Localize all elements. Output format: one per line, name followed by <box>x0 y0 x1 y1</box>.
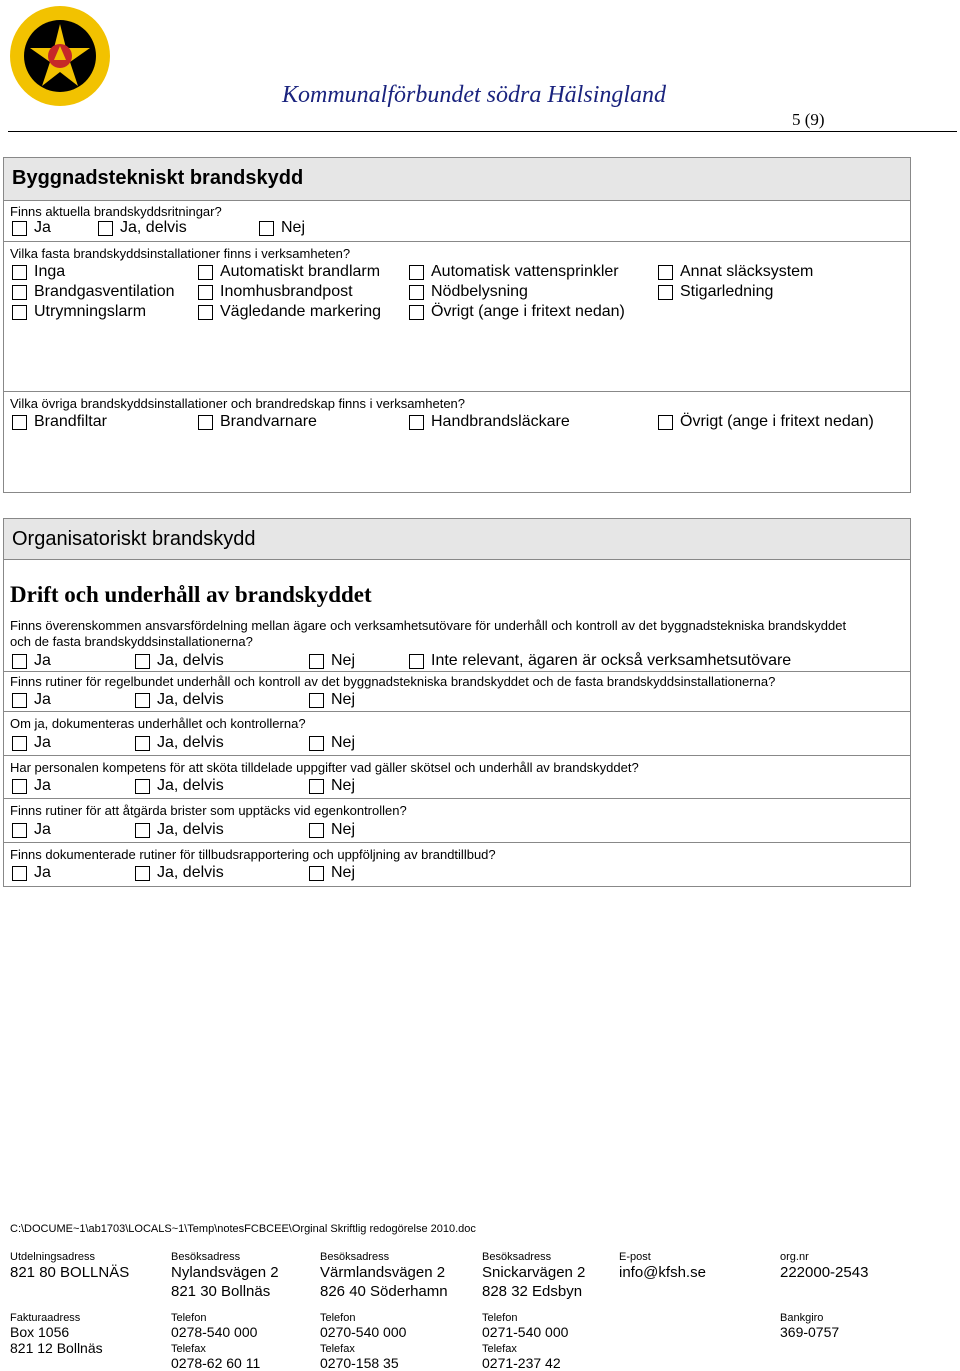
footer-label: Telefon <box>482 1312 518 1324</box>
checkbox-other[interactable]: Övrigt (ange i fritext nedan) <box>409 303 625 321</box>
footer-value: 0278-540 000 <box>171 1324 258 1340</box>
document-path: C:\DOCUME~1\ab1703\LOCALS~1\Temp\notesFCBCEE\Orginal Skriftlig redogörelse 2010.doc <box>10 1223 476 1235</box>
checkbox-nej[interactable]: Nej <box>309 821 355 839</box>
footer-value: Snickarvägen 2 <box>482 1264 586 1281</box>
checkbox-emergency-lighting[interactable]: Nödbelysning <box>409 283 528 301</box>
footer-label: E-post <box>619 1251 651 1263</box>
checkbox-guidance-marking[interactable]: Vägledande markering <box>198 303 381 321</box>
checkbox-ja-delvis[interactable]: Ja, delvis <box>135 821 224 839</box>
divider <box>3 391 911 392</box>
checkbox-sprinkler[interactable]: Automatisk vattensprinkler <box>409 263 619 281</box>
footer-email[interactable]: info@kfsh.se <box>619 1264 706 1281</box>
checkbox-other-extinguishing[interactable]: Annat släcksystem <box>658 263 813 281</box>
footer-value: 821 80 BOLLNÄS <box>10 1264 130 1281</box>
question-other-installations: Vilka övriga brandskyddsinstallationer och brandredskap finns i verksamheten? <box>10 396 466 411</box>
question-fire-drawings: Finns aktuella brandskyddsritningar? <box>10 204 222 219</box>
footer-value: 369-0757 <box>780 1324 840 1340</box>
checkbox-nej[interactable]: Nej <box>309 734 355 752</box>
divider <box>3 711 911 712</box>
footer-label: Telefax <box>171 1343 206 1355</box>
footer-label: Besöksadress <box>482 1251 552 1263</box>
subsection-heading: Drift och underhåll av brandskyddet <box>10 582 372 607</box>
divider <box>3 842 911 843</box>
question-fixed-installations: Vilka fasta brandskyddsinstallationer finns i verksamheten? <box>10 246 351 261</box>
checkbox-ja-delvis[interactable]: Ja, delvis <box>135 652 224 670</box>
checkbox-nej[interactable]: Nej <box>259 219 305 237</box>
footer-label: Besöksadress <box>320 1251 390 1263</box>
checkbox-ja[interactable]: Ja <box>12 821 51 839</box>
checkbox-ja-delvis[interactable]: Ja, delvis <box>98 219 187 237</box>
checkbox-box[interactable] <box>12 221 27 236</box>
footer-value: 821 30 Bollnäs <box>171 1283 271 1300</box>
checkbox-ja-delvis[interactable]: Ja, delvis <box>135 777 224 795</box>
footer-label: org.nr <box>780 1251 809 1263</box>
checkbox-box[interactable] <box>259 221 274 236</box>
checkbox-smoke-detectors[interactable]: Brandvarnare <box>198 413 317 431</box>
footer-value: 828 32 Edsbyn <box>482 1283 583 1300</box>
organization-name: Kommunalförbundet södra Hälsingland <box>282 82 667 108</box>
section-title: Organisatoriskt brandskydd <box>12 528 256 550</box>
footer-value: Värmlandsvägen 2 <box>320 1264 446 1281</box>
footer-value: 0271-237 42 <box>482 1355 561 1371</box>
page-number: 5 (9) <box>792 110 825 129</box>
footer-value: 222000-2543 <box>780 1264 869 1281</box>
checkbox-indoor-hydrant[interactable]: Inomhusbrandpost <box>198 283 353 301</box>
checkbox-nej[interactable]: Nej <box>309 652 355 670</box>
header-divider <box>8 131 957 132</box>
divider <box>3 798 911 799</box>
question-documented: Om ja, dokumenteras underhållet och kontrollerna? <box>10 716 306 731</box>
footer-label: Telefon <box>171 1312 207 1324</box>
checkbox-riser[interactable]: Stigarledning <box>658 283 773 301</box>
divider <box>3 755 911 756</box>
checkbox-inga[interactable]: Inga <box>12 263 65 281</box>
checkbox-nej[interactable]: Nej <box>309 691 355 709</box>
question-staff-competence: Har personalen kompetens för att sköta tilldelade uppgifter vad gäller skötsel och underhåll av brandskyddet? <box>10 760 639 775</box>
checkbox-ja[interactable]: Ja <box>12 864 51 882</box>
footer-value: Box 1056 <box>10 1324 70 1340</box>
footer-value: 0271-540 000 <box>482 1324 569 1340</box>
checkbox-other-equipment[interactable]: Övrigt (ange i fritext nedan) <box>658 413 874 431</box>
divider <box>3 241 911 242</box>
footer-value: 0270-158 35 <box>320 1355 399 1371</box>
checkbox-ja[interactable]: Ja <box>12 777 51 795</box>
checkbox-ja-delvis[interactable]: Ja, delvis <box>135 864 224 882</box>
footer-value: Nylandsvägen 2 <box>171 1264 279 1281</box>
checkbox-automatic-fire-alarm[interactable]: Automatiskt brandlarm <box>198 263 380 281</box>
checkbox-evacuation-alarm[interactable]: Utrymningslarm <box>12 303 146 321</box>
checkbox-smoke-ventilation[interactable]: Brandgasventilation <box>12 283 175 301</box>
checkbox-ja[interactable]: Ja <box>12 734 51 752</box>
checkbox-box[interactable] <box>98 221 113 236</box>
question-incident-reporting: Finns dokumenterade rutiner för tillbudsrapportering och uppföljning av brandtillbud? <box>10 847 496 862</box>
section-title: Byggnadstekniskt brandskydd <box>12 167 304 189</box>
checkbox-ja-delvis[interactable]: Ja, delvis <box>135 691 224 709</box>
question-responsibility: Finns överenskommen ansvarsfördelning mellan ägare och verksamhetsutövare för underhåll och kontroll av det byggnadstekniska brandskyddet och de fasta brandskyddsinstallationerna? <box>10 618 847 649</box>
checkbox-ja[interactable]: Ja <box>12 691 51 709</box>
footer-label: Bankgiro <box>780 1312 824 1324</box>
footer-value: 826 40 Söderhamn <box>320 1283 448 1300</box>
checkbox-ja[interactable]: Ja <box>12 219 51 237</box>
checkbox-ja-delvis[interactable]: Ja, delvis <box>135 734 224 752</box>
checkbox-nej[interactable]: Nej <box>309 864 355 882</box>
question-fix-deficiencies: Finns rutiner för att åtgärda brister som upptäcks vid egenkontrollen? <box>10 803 407 818</box>
footer-value: 821 12 Bollnäs <box>10 1340 103 1356</box>
section-title-band <box>3 518 911 560</box>
checkbox-nej[interactable]: Nej <box>309 777 355 795</box>
footer-value: 0278-62 60 11 <box>171 1355 261 1371</box>
footer-label: Utdelningsadress <box>10 1251 95 1263</box>
checkbox-not-relevant[interactable]: Inte relevant, ägaren är också verksamhetsutövare <box>409 652 791 670</box>
footer-label: Telefon <box>320 1312 356 1324</box>
footer-label: Fakturaadress <box>10 1312 81 1324</box>
checkbox-fire-blankets[interactable]: Brandfiltar <box>12 413 107 431</box>
footer-label: Telefax <box>482 1343 517 1355</box>
divider <box>3 671 911 672</box>
organization-logo <box>8 4 112 108</box>
footer-value: 0270-540 000 <box>320 1324 407 1340</box>
question-routines-maintenance: Finns rutiner för regelbundet underhåll och kontroll av det byggnadstekniska brandskyddet och de fasta brandskyddsinstallationerna? <box>10 674 776 689</box>
footer-label: Besöksadress <box>171 1251 241 1263</box>
footer-label: Telefax <box>320 1343 355 1355</box>
checkbox-ja[interactable]: Ja <box>12 652 51 670</box>
section-title-band <box>3 157 911 201</box>
checkbox-hand-extinguishers[interactable]: Handbrandsläckare <box>409 413 570 431</box>
